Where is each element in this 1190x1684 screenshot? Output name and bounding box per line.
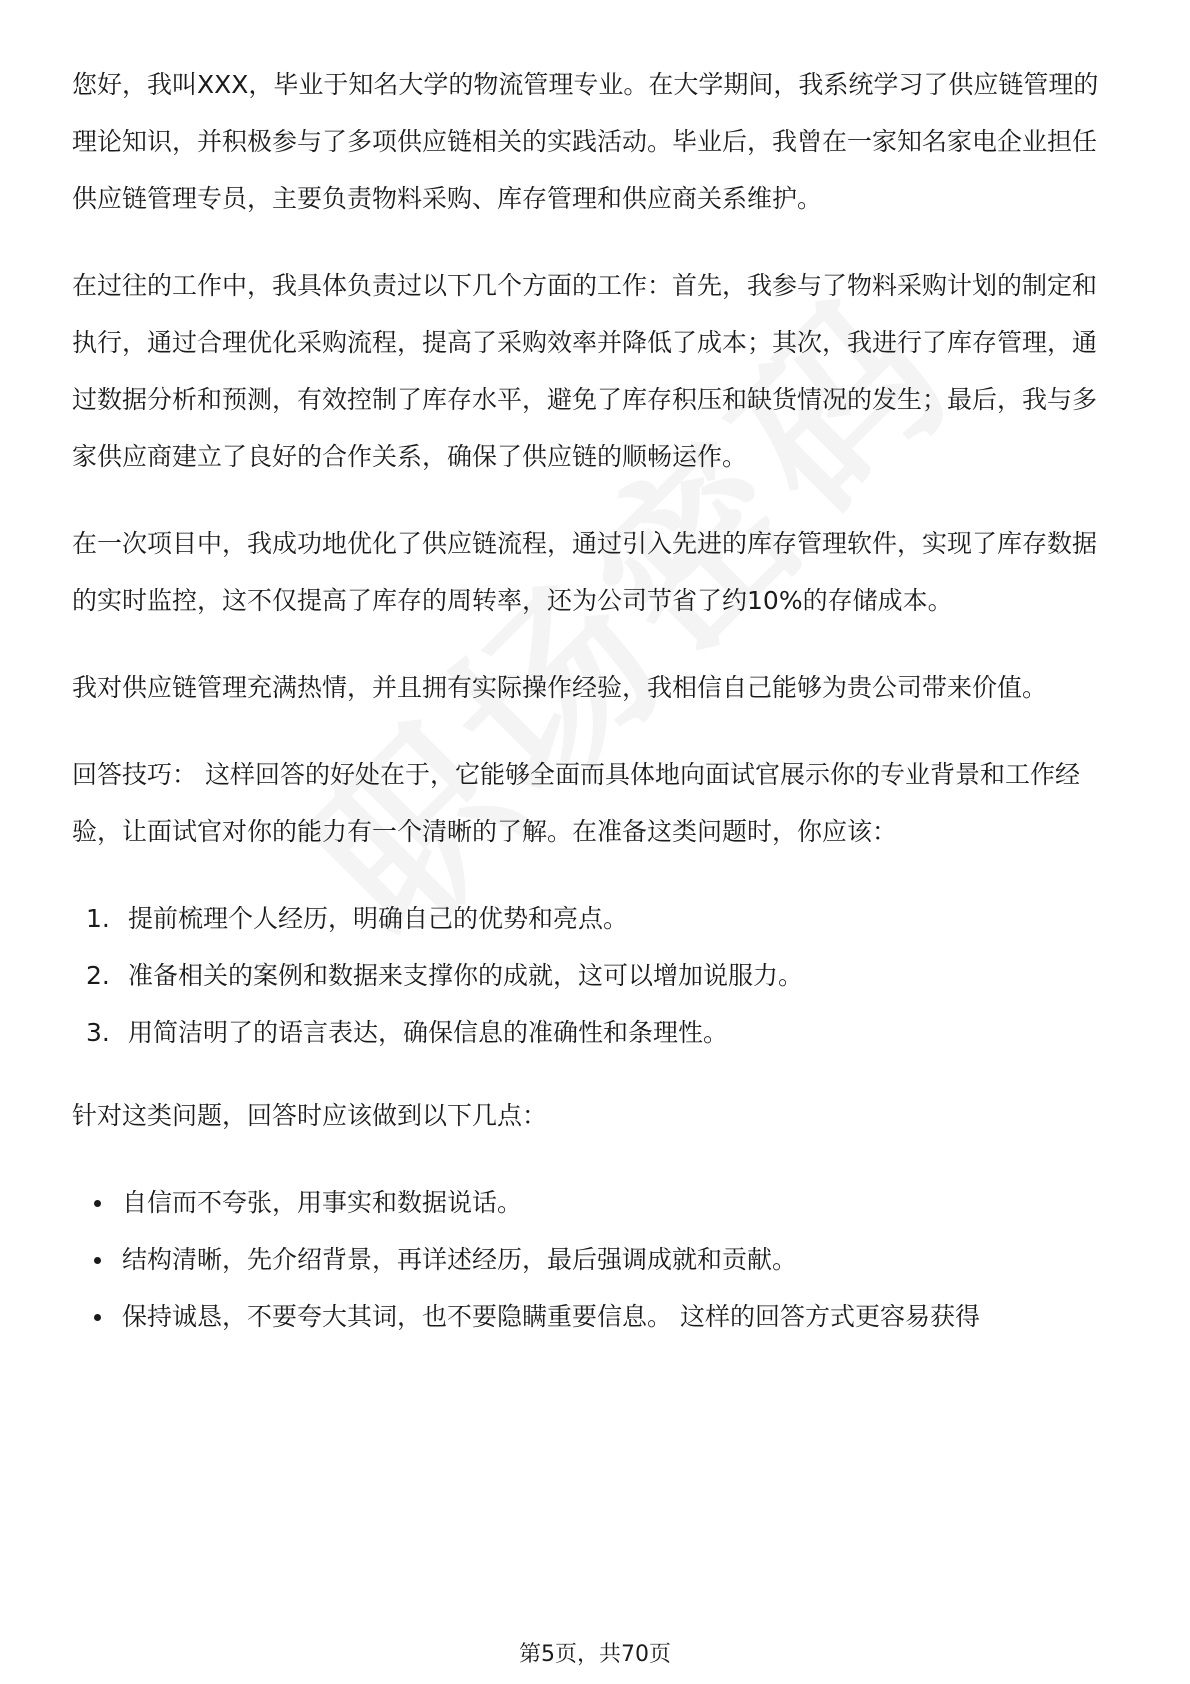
bullet-item	[72, 1174, 1118, 1231]
list-item-text: 用简洁明了的语言表达，确保信息的准确性和条理性。	[128, 1018, 729, 1047]
document-body	[72, 56, 1118, 1345]
list-item	[72, 947, 1118, 1004]
ordered-list	[72, 890, 1118, 1061]
list-item-text: 提前梳理个人经历，明确自己的优势和亮点。	[128, 904, 629, 933]
bullet-item	[72, 1231, 1118, 1288]
paragraph-project: 在一次项目中，我成功地优化了供应链流程，通过引入先进的库存管理软件，实现了库存数据的实时监控，这不仅提高了库存的周转率，还为公司节省了约10%的存储成本。	[72, 529, 1098, 615]
bullet-icon	[94, 1257, 101, 1264]
bullet-item-text: 保持诚恳，不要夸大其词，也不要隐瞒重要信息。 这样的回答方式更容易获得	[122, 1302, 980, 1331]
bullet-icon	[94, 1200, 101, 1207]
paragraph-passion: 我对供应链管理充满热情，并且拥有实际操作经验，我相信自己能够为贵公司带来价值。	[72, 673, 1048, 702]
list-item-text: 准备相关的案例和数据来支撑你的成就，这可以增加说服力。	[128, 961, 804, 990]
bullet-item	[72, 1288, 1118, 1345]
list-item	[72, 1004, 1118, 1061]
bullet-item-text: 自信而不夸张，用事实和数据说话。	[122, 1188, 523, 1217]
bullet-item-text: 结构清晰，先介绍背景，再详述经历，最后强调成就和贡献。	[122, 1245, 798, 1274]
list-item	[72, 890, 1118, 947]
section-intro: 针对这类问题，回答时应该做到以下几点：	[72, 1101, 548, 1130]
list-number: 2.	[86, 961, 110, 990]
bullet-list	[72, 1174, 1118, 1345]
paragraph-intro: 您好，我叫XXX，毕业于知名大学的物流管理专业。在大学期间，我系统学习了供应链管理的理论知识，并积极参与了多项供应链相关的实践活动。毕业后，我曾在一家知名家电企业担任供应链管理专员，主要负责物料采购、库存管理和供应商关系维护。	[72, 70, 1099, 213]
list-number: 1.	[86, 904, 110, 933]
paragraph-tips: 回答技巧： 这样回答的好处在于，它能够全面而具体地向面试官展示你的专业背景和工作经验，让面试官对你的能力有一个清晰的了解。在准备这类问题时，你应该：	[72, 760, 1080, 846]
page-footer: 第5页，共70页	[519, 1642, 671, 1667]
bullet-icon	[94, 1314, 101, 1321]
paragraph-responsibilities: 在过往的工作中，我具体负责过以下几个方面的工作：首先，我参与了物料采购计划的制定和执行，通过合理优化采购流程，提高了采购效率并降低了成本；其次，我进行了库存管理，通过数据分析和预测，有效控制了库存水平，避免了库存积压和缺货情况的发生；最后，我与多家供应商建立了良好的合作关系，确保了供应链的顺畅运作。	[72, 271, 1098, 471]
list-number: 3.	[86, 1018, 110, 1047]
